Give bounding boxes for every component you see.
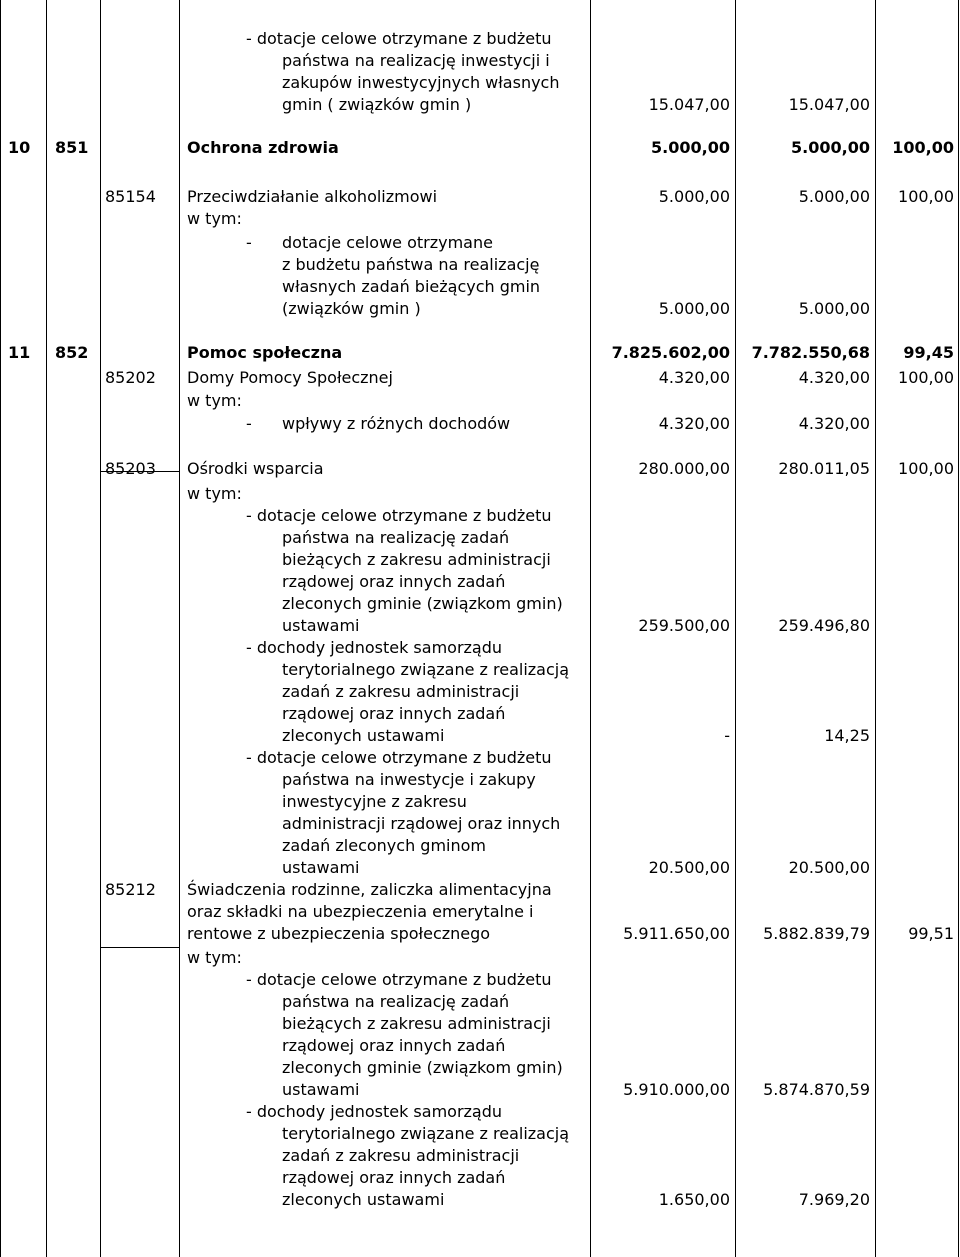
desc-line: - dotacje celowe otrzymane z budżetu bbox=[246, 506, 552, 525]
exec-value: 5.000,00 bbox=[798, 299, 870, 318]
desc-line: dotacje celowe otrzymane bbox=[282, 233, 493, 252]
exec-value: 5.000,00 bbox=[798, 187, 870, 206]
plan-value: - bbox=[724, 726, 730, 745]
exec-value: 20.500,00 bbox=[788, 858, 870, 877]
desc-dash: - bbox=[246, 233, 252, 252]
plan-value: 4.320,00 bbox=[658, 414, 730, 433]
desc-line: zleconych gminie (związkom gmin) bbox=[282, 1058, 563, 1077]
subsection-title: Ośrodki wsparcia bbox=[187, 459, 324, 478]
w-tym-label: w tym: bbox=[187, 391, 242, 410]
desc-line: własnych zadań bieżących gmin bbox=[282, 277, 541, 296]
exec-value: 15.047,00 bbox=[788, 95, 870, 114]
w-tym-label: w tym: bbox=[187, 484, 242, 503]
w-tym-label: w tym: bbox=[187, 209, 242, 228]
subsection-title: Przeciwdziałanie alkoholizmowi bbox=[187, 187, 438, 206]
plan-value: 7.825.602,00 bbox=[611, 343, 730, 362]
rozdzial: 85202 bbox=[105, 368, 156, 387]
desc-line: wpływy z różnych dochodów bbox=[282, 414, 511, 433]
desc-line: zleconych ustawami bbox=[282, 1190, 445, 1209]
percent-value: 99,51 bbox=[908, 924, 954, 943]
exec-value: 5.882.839,79 bbox=[763, 924, 870, 943]
desc-line: gmin ( związków gmin ) bbox=[282, 95, 472, 114]
w-tym-label: w tym: bbox=[187, 948, 242, 967]
exec-value: 259.496,80 bbox=[778, 616, 870, 635]
desc-line: inwestycyjne z zakresu bbox=[282, 792, 467, 811]
desc-line: państwa na inwestycje i zakupy bbox=[282, 770, 536, 789]
plan-value: 280.000,00 bbox=[638, 459, 730, 478]
exec-value: 5.000,00 bbox=[791, 138, 870, 157]
plan-value: 5.910.000,00 bbox=[623, 1080, 730, 1099]
desc-line: rządowej oraz innych zadań bbox=[282, 1036, 506, 1055]
exec-value: 4.320,00 bbox=[798, 414, 870, 433]
lp: 10 bbox=[8, 138, 31, 157]
subsection-title: Domy Pomocy Społecznej bbox=[187, 368, 393, 387]
desc-line: bieżących z zakresu administracji bbox=[282, 1014, 551, 1033]
exec-value: 5.874.870,59 bbox=[763, 1080, 870, 1099]
desc-line: - dochody jednostek samorządu bbox=[246, 638, 503, 657]
percent-value: 100,00 bbox=[898, 459, 954, 478]
desc-line: bieżących z zakresu administracji bbox=[282, 550, 551, 569]
desc-line: zadań zleconych gminom bbox=[282, 836, 486, 855]
column-border bbox=[875, 0, 876, 1257]
desc-line: państwa na realizację inwestycji i bbox=[282, 51, 550, 70]
desc-line: z budżetu państwa na realizację bbox=[282, 255, 540, 274]
desc-line: terytorialnego związane z realizacją bbox=[282, 660, 570, 679]
column-border bbox=[0, 0, 1, 1257]
column-border bbox=[100, 0, 101, 1257]
desc-line: - dotacje celowe otrzymane z budżetu bbox=[246, 748, 552, 767]
column-border bbox=[179, 0, 180, 1257]
plan-value: 259.500,00 bbox=[638, 616, 730, 635]
plan-value: 5.000,00 bbox=[658, 187, 730, 206]
plan-value: 20.500,00 bbox=[648, 858, 730, 877]
dzial: 852 bbox=[55, 343, 89, 362]
plan-value: 5.000,00 bbox=[651, 138, 730, 157]
percent-value: 100,00 bbox=[898, 187, 954, 206]
rozdzial: 85203 bbox=[105, 459, 156, 478]
column-border bbox=[735, 0, 736, 1257]
exec-value: 7.969,20 bbox=[798, 1190, 870, 1209]
desc-line: zleconych gminie (związkom gmin) bbox=[282, 594, 563, 613]
desc-line: ustawami bbox=[282, 1080, 360, 1099]
plan-value: 5.000,00 bbox=[658, 299, 730, 318]
plan-value: 15.047,00 bbox=[648, 95, 730, 114]
subsection-title: oraz składki na ubezpieczenia emerytalne i bbox=[187, 902, 534, 921]
desc-line: zakupów inwestycyjnych własnych bbox=[282, 73, 560, 92]
desc-line: zleconych ustawami bbox=[282, 726, 445, 745]
desc-line: - dochody jednostek samorządu bbox=[246, 1102, 503, 1121]
desc-line: - dotacje celowe otrzymane z budżetu bbox=[246, 29, 552, 48]
dzial: 851 bbox=[55, 138, 89, 157]
desc-line: rządowej oraz innych zadań bbox=[282, 704, 506, 723]
subsection-title: rentowe z ubezpieczenia społecznego bbox=[187, 924, 491, 943]
desc-line: rządowej oraz innych zadań bbox=[282, 1168, 506, 1187]
desc-line: - dotacje celowe otrzymane z budżetu bbox=[246, 970, 552, 989]
section-title: Ochrona zdrowia bbox=[187, 138, 339, 157]
desc-line: ustawami bbox=[282, 858, 360, 877]
desc-dash: - bbox=[246, 414, 252, 433]
desc-line: zadań z zakresu administracji bbox=[282, 682, 520, 701]
desc-line: rządowej oraz innych zadań bbox=[282, 572, 506, 591]
percent-value: 100,00 bbox=[898, 368, 954, 387]
column-border bbox=[958, 0, 959, 1257]
percent-value: 99,45 bbox=[903, 343, 954, 362]
desc-line: (związków gmin ) bbox=[282, 299, 421, 318]
exec-value: 280.011,05 bbox=[778, 459, 870, 478]
plan-value: 4.320,00 bbox=[658, 368, 730, 387]
desc-line: administracji rządowej oraz innych bbox=[282, 814, 561, 833]
percent-value: 100,00 bbox=[892, 138, 954, 157]
desc-line: terytorialnego związane z realizacją bbox=[282, 1124, 570, 1143]
column-border bbox=[46, 0, 47, 1257]
rozdzial: 85212 bbox=[105, 880, 156, 899]
desc-line: zadań z zakresu administracji bbox=[282, 1146, 520, 1165]
plan-value: 5.911.650,00 bbox=[623, 924, 730, 943]
exec-value: 14,25 bbox=[824, 726, 870, 745]
desc-line: państwa na realizację zadań bbox=[282, 528, 510, 547]
exec-value: 7.782.550,68 bbox=[751, 343, 870, 362]
lp: 11 bbox=[8, 343, 31, 362]
plan-value: 1.650,00 bbox=[658, 1190, 730, 1209]
section-title: Pomoc społeczna bbox=[187, 343, 343, 362]
rozdzial: 85154 bbox=[105, 187, 156, 206]
subsection-title: Świadczenia rodzinne, zaliczka alimentacyjna bbox=[187, 880, 552, 899]
row-separator bbox=[100, 947, 180, 948]
desc-line: państwa na realizację zadań bbox=[282, 992, 510, 1011]
exec-value: 4.320,00 bbox=[798, 368, 870, 387]
desc-line: ustawami bbox=[282, 616, 360, 635]
